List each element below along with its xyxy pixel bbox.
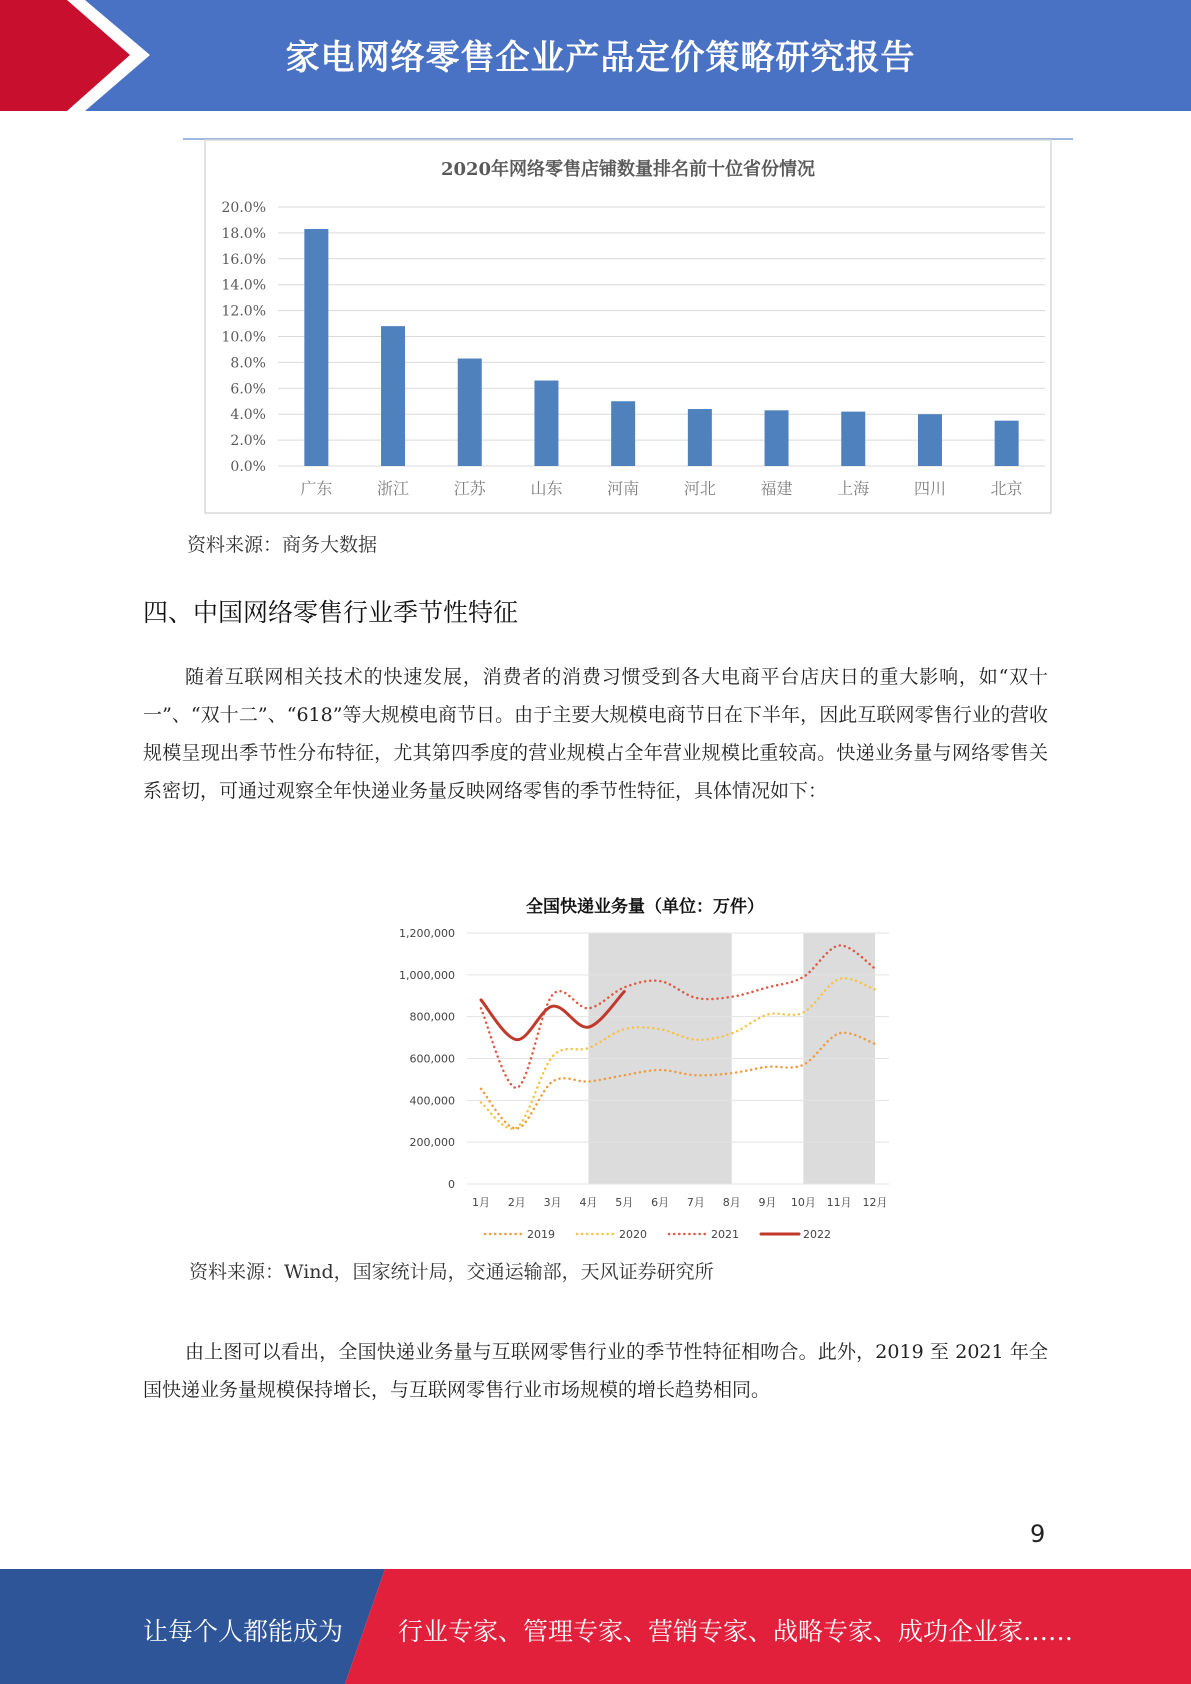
legend-label-2022: 2022	[803, 1228, 831, 1241]
y-tick-label: 10.0%	[221, 329, 266, 346]
header-title: 家电网络零售企业产品定价策略研究报告	[285, 38, 916, 78]
bar-北京	[995, 421, 1019, 466]
x-tick-label: 9月	[758, 1196, 777, 1209]
bar-江苏	[458, 359, 482, 466]
x-tick-label: 11月	[826, 1196, 852, 1209]
x-tick-label: 河南	[607, 479, 640, 498]
paragraph-1: 随着互联网相关技术的快速发展，消费者的消费习惯受到各大电商平台店庆日的重大影响，如“双十一”、“双十二”、“618”等大规模电商节日。由于主要大规模电商节日在下半年，因此互联网零售行业的营收规模呈现出季节性分布特征，尤其第四季度的营业规模占全年营业规模比重较高。快递业务量与网络零售关系密切，可通过观察全年快递业务量反映网络零售的季节性特征，具体情况如下：	[143, 666, 1048, 802]
bar-山东	[534, 381, 558, 466]
line-chart-title: 全国快递业务量（单位：万件）	[526, 897, 764, 917]
y-tick-label: 2.0%	[230, 433, 266, 450]
footer-slogan-right: 行业专家、管理专家、营销专家、战略专家、成功企业家……	[398, 1617, 1074, 1646]
x-tick-label: 7月	[686, 1196, 705, 1209]
y-tick-label: 16.0%	[221, 251, 266, 268]
y-tick-label: 0	[448, 1178, 455, 1191]
page-number: 9	[1030, 1520, 1046, 1548]
x-tick-label: 浙江	[377, 479, 410, 498]
source-note-2: 资料来源：Wind，国家统计局，交通运输部，天风证券研究所	[189, 1261, 714, 1283]
x-tick-label: 北京	[990, 479, 1023, 498]
section-heading: 四、中国网络零售行业季节性特征	[143, 598, 519, 627]
bar-上海	[841, 412, 865, 466]
legend-label-2019: 2019	[527, 1228, 555, 1241]
x-tick-label: 福建	[760, 479, 793, 498]
y-tick-label: 800,000	[409, 1010, 455, 1024]
x-tick-label: 6月	[651, 1196, 670, 1209]
y-tick-label: 6.0%	[230, 381, 266, 398]
x-tick-label: 江苏	[453, 479, 486, 498]
y-tick-label: 200,000	[409, 1136, 455, 1150]
legend-label-2020: 2020	[619, 1228, 647, 1241]
y-tick-label: 0.0%	[230, 459, 266, 475]
x-tick-label: 河北	[683, 479, 716, 498]
bar-福建	[765, 410, 789, 466]
y-tick-label: 8.0%	[230, 355, 266, 372]
line-chart	[385, 888, 905, 1248]
x-tick-label: 2月	[507, 1196, 526, 1209]
bar-河北	[688, 409, 712, 466]
x-tick-label: 1月	[472, 1196, 490, 1209]
bar-chart	[183, 138, 1073, 515]
y-tick-label: 1,200,000	[399, 927, 455, 940]
x-tick-label: 4月	[579, 1196, 598, 1209]
paragraph-2: 由上图可以看出，全国快递业务量与互联网零售行业的季节性特征相吻合。此外，2019 至 2021 年全国快递业务量规模保持增长，与互联网零售行业市场规模的增长趋势相同。	[143, 1341, 1048, 1401]
x-tick-label: 上海	[837, 479, 870, 498]
footer-slogan-left: 让每个人都能成为	[143, 1617, 344, 1646]
x-tick-label: 5月	[615, 1196, 634, 1209]
y-tick-label: 1,000,000	[399, 968, 455, 982]
line-chart-svg	[385, 888, 905, 1248]
bar-chart-svg	[183, 138, 1073, 515]
legend-label-2021: 2021	[711, 1228, 739, 1241]
y-tick-label: 600,000	[409, 1052, 455, 1066]
y-tick-label: 18.0%	[221, 225, 266, 242]
x-tick-label: 8月	[722, 1196, 741, 1209]
y-tick-label: 20.0%	[221, 200, 266, 216]
bar-河南	[611, 401, 635, 466]
y-tick-label: 400,000	[409, 1094, 455, 1108]
bar-四川	[918, 414, 942, 466]
y-tick-label: 12.0%	[221, 303, 266, 320]
bar-广东	[304, 229, 328, 466]
bar-chart-title: 2020年网络零售店铺数量排名前十位省份情况	[440, 159, 816, 180]
x-tick-label: 10月	[790, 1196, 816, 1209]
page-header	[0, 0, 1191, 111]
x-tick-label: 四川	[913, 479, 946, 498]
y-tick-label: 4.0%	[230, 407, 266, 424]
y-tick-label: 14.0%	[221, 277, 266, 294]
bar-浙江	[381, 326, 405, 466]
source-note-1: 资料来源：商务大数据	[187, 534, 378, 556]
x-tick-label: 广东	[300, 479, 333, 498]
x-tick-label: 山东	[530, 479, 563, 498]
x-tick-label: 3月	[543, 1196, 562, 1209]
x-tick-label: 12月	[862, 1196, 888, 1209]
